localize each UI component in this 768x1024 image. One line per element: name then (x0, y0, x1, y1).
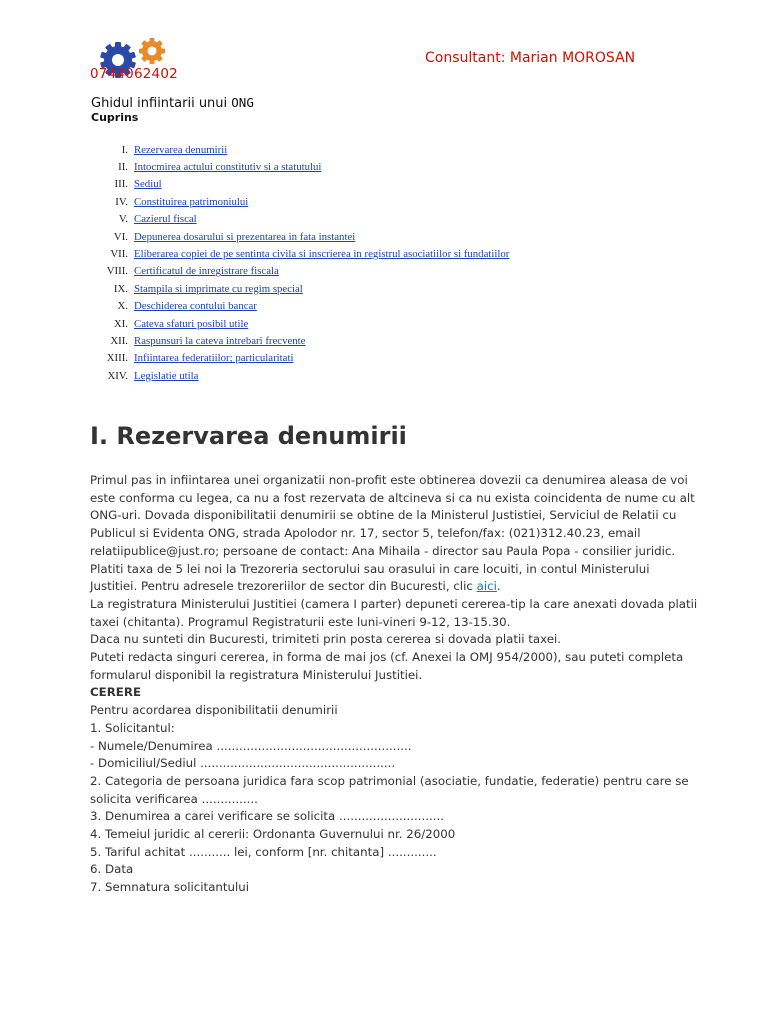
toc-number: VIII. (106, 265, 128, 278)
toc-item (100, 141, 509, 158)
toc-item (100, 245, 509, 262)
toc-link[interactable]: Sediul (134, 178, 162, 191)
toc-item (100, 158, 509, 175)
paragraph-line: Publicul si Evidenta ONG, strada Apolodor nr. 17, sector 5, telefon/fax: (021)312.40.23, email (90, 526, 641, 541)
paragraph-line: Justitiei. Pentru adresele trezoreriilor de sector din Bucuresti, clic aici. (90, 579, 501, 594)
aici-link[interactable]: aici (476, 579, 497, 594)
cerere-title: CERERE (90, 685, 142, 700)
toc-number: III. (114, 178, 128, 191)
toc-link[interactable]: Constituirea patrimoniului (134, 195, 249, 208)
toc-link[interactable]: Depunerea dosarului si prezentarea in fata instantei (134, 230, 356, 243)
paragraph-line: relatiipublice@just.ro; persoane de contact: Ana Mihaila - director sau Paula Popa - consilier juridic. (90, 543, 676, 558)
toc-number: I. (121, 143, 128, 156)
toc-link[interactable]: Legislatie utila (134, 369, 199, 382)
toc-number: XIII. (106, 352, 128, 365)
toc-link[interactable]: Eliberarea copiei de pe sentinta civila si inscrierea in registrul asociatiilor si fundatiilor (134, 248, 510, 261)
form-line: - Numele/Denumirea .................................................... (90, 738, 412, 753)
toc-item (100, 350, 509, 367)
toc-number: VII. (110, 248, 128, 261)
paragraph-line: Daca nu sunteti din Bucuresti, trimiteti prin posta cererea si dovada platii taxei. (90, 632, 562, 647)
paragraph-line: Puteti redacta singuri cererea, in forma de mai jos (cf. Anexei la OMJ 954/2000), sau puteti completa (90, 650, 684, 665)
toc-number: II. (118, 161, 128, 174)
toc-link[interactable]: Deschiderea contului bancar (134, 300, 257, 313)
phone-number: 0744062402 (90, 66, 178, 82)
paragraph-line: taxei (chitanta). Programul Registraturii este luni-vineri 9-12, 13-15.30. (90, 614, 511, 629)
paragraph-line: Platiti taxa de 5 lei noi la Trezoreria sectorului sau orasului in care locuiti, in contul Ministerului (90, 561, 650, 576)
toc-link[interactable]: Cazierul fiscal (134, 213, 197, 226)
toc-number: IX. (113, 282, 128, 295)
toc-number: XI. (113, 317, 128, 330)
section-heading: I. Rezervarea denumirii (90, 422, 407, 450)
toc-link[interactable]: Intocmirea actului constitutiv si a statutului (134, 161, 322, 174)
paragraph-line: este conforma cu legea, ca nu a fost rezervata de altcineva si ca nu exista coincidenta de nume cu alt (90, 490, 695, 505)
form-line: Pentru acordarea disponibilitatii denumirii (90, 703, 338, 718)
toc-link[interactable]: Raspunsuri la cateva intrebari frecvente (134, 334, 306, 347)
toc-item (100, 367, 509, 384)
toc-number: XIV. (107, 369, 128, 382)
toc-number: VI. (113, 230, 128, 243)
toc-item (100, 263, 509, 280)
toc-item (100, 332, 509, 349)
table-of-contents (100, 141, 509, 384)
paragraph-line: La registratura Ministerului Justitiei (camera I parter) depuneti cererea-tip la care anexati dovada platii (90, 596, 698, 611)
form-line: 3. Denumirea a carei verificare se solicita ............................ (90, 809, 445, 824)
form-line: 6. Data (90, 862, 134, 877)
toc-link[interactable]: Certificatul de inregistrare fiscala (134, 265, 279, 278)
form-line: 4. Temeiul juridic al cererii: Ordonanta Guvernului nr. 26/2000 (90, 827, 456, 842)
form-line: solicita verificarea ............... (90, 791, 258, 806)
toc-item (100, 228, 509, 245)
form-line: 2. Categoria de persoana juridica fara scop patrimonial (asociatie, fundatie, federatie) pentru care se (90, 773, 689, 788)
toc-heading: Cuprins (91, 111, 139, 124)
toc-item (100, 280, 509, 297)
document-title: Ghidul infiintarii unui ONG (91, 95, 254, 111)
toc-number: IV. (115, 195, 128, 208)
form-line: - Domiciliul/Sediul .................................................... (90, 756, 396, 771)
form-line: 7. Semnatura solicitantului (90, 880, 250, 895)
toc-number: XII. (110, 334, 128, 347)
toc-number: X. (117, 300, 128, 313)
form-line: 1. Solicitantul: (90, 720, 175, 735)
toc-item (100, 315, 509, 332)
toc-item (100, 298, 509, 315)
toc-item (100, 176, 509, 193)
paragraph-line: Primul pas in infiintarea unei organizatii non-profit este obtinerea dovezii ca denumirea aleasa de voi (90, 473, 688, 487)
toc-item (100, 211, 509, 228)
toc-link[interactable]: Infiintarea federatiilor; particularitati (134, 352, 294, 365)
paragraph-line: formularul disponibil la registratura Ministerului Justitiei. (90, 667, 423, 682)
form-line: 5. Tariful achitat ........... lei, conform [nr. chitanta] ............. (90, 844, 437, 859)
consultant-name: Consultant: Marian MOROSAN (425, 50, 636, 66)
toc-link[interactable]: Cateva sfaturi posibil utile (134, 317, 249, 330)
section-body (90, 472, 698, 897)
toc-item (100, 193, 509, 210)
toc-number: V. (118, 213, 128, 226)
toc-link[interactable]: Rezervarea denumirii (134, 143, 228, 156)
paragraph-line: ONG-uri. Dovada disponibilitatii denumirii se obtine de la Ministerul Justistiei, Serviciul de Relatii cu (90, 508, 677, 523)
toc-link[interactable]: Stampila si imprimate cu regim special (134, 282, 303, 295)
